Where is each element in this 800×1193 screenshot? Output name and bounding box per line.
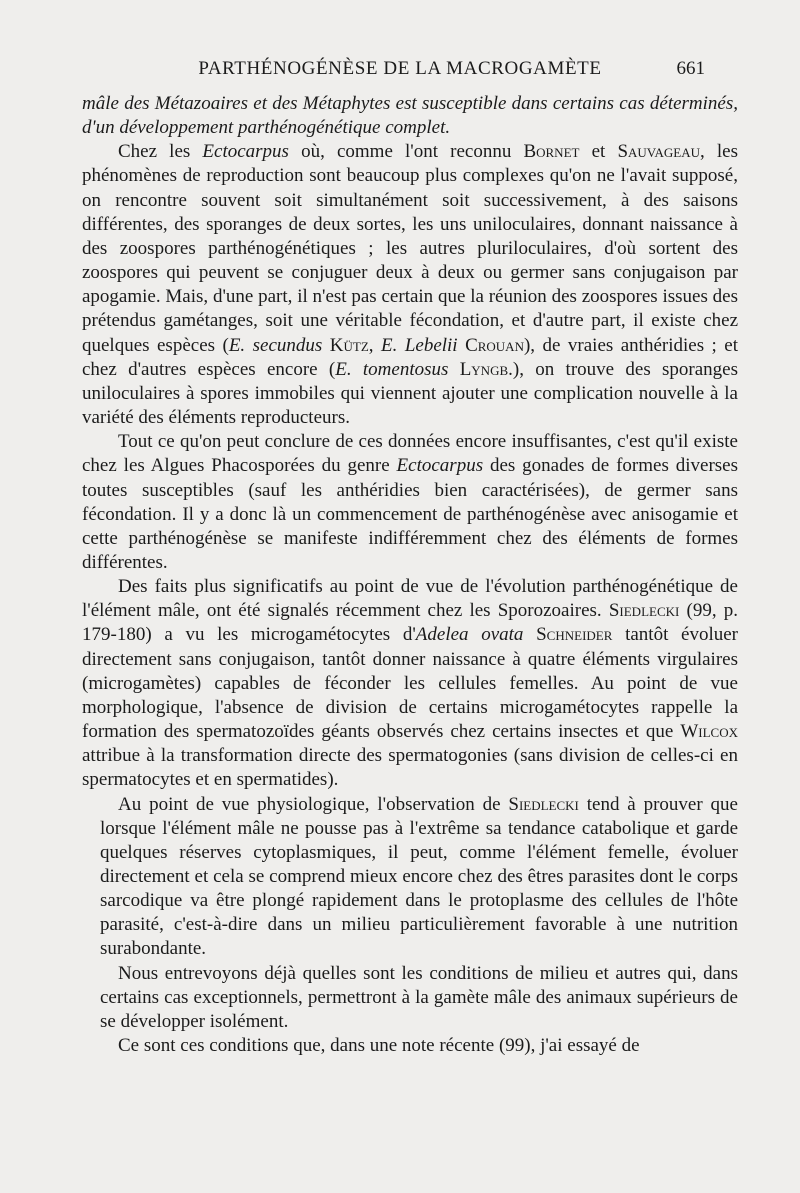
text-run: (99, p. 179-180) a vu les microgamétocytes d' bbox=[82, 600, 738, 646]
author-name: Sauvageau bbox=[617, 141, 700, 163]
text-run: Des faits plus significatifs au point de vue de l'évolution parthénogénétique de l'élément mâle, ont été signalés récemment chez les Sporozoaires. bbox=[82, 576, 738, 622]
genus-name: Ectocarpus bbox=[396, 455, 484, 477]
text-run bbox=[458, 335, 465, 356]
paragraph-physiologique bbox=[82, 793, 738, 962]
species-name: E. secundus bbox=[228, 334, 323, 356]
author-name: Schneider bbox=[536, 624, 613, 646]
species-name: E. tomentosus bbox=[335, 358, 449, 380]
species-name: Adelea ovata bbox=[415, 624, 524, 646]
text-run bbox=[523, 624, 536, 645]
text-run: Tout ce qu'on peut conclure de ces données encore insuffisantes, c'est qu'il existe chez les Algues Phacosporées du genre bbox=[82, 431, 738, 477]
text-run: et bbox=[579, 141, 618, 163]
species-name: E. Lebelii bbox=[381, 334, 458, 356]
text-run: Ce sont ces conditions que, dans une note récente (99), j'ai essayé de bbox=[118, 1035, 640, 1057]
paragraph-continued bbox=[82, 92, 738, 140]
text-run: tantôt évoluer directement sans conjugaison, tantôt donner naissance à quatre éléments virgulaires (microgamètes) capables de féconder les cellules femelles. Au point de vue morphologique, l'absence de division de certains microgamétocytes rappelle la formation des spermatozoïdes géants observés chez certains insectes et que bbox=[82, 624, 738, 743]
author-name: Lyngb. bbox=[459, 358, 513, 380]
text-run: ), on trouve des sporanges uniloculaires à spores immobiles qui viennent ajouter une complication nouvelle à la variété des éléments reproducteurs. bbox=[82, 358, 738, 429]
text-run: ), de vraies anthéridies ; et chez d'autres espèces encore ( bbox=[82, 334, 739, 380]
text-run: , les phénomènes de reproduction sont beaucoup plus complexes qu'on ne l'avait supposé, on rencontre souvent soit simultanément soit successivement, à des saisons différentes, des sporanges de deux sortes, les uns uniloculaires, donnant naissance à des zoospores parthénogénétiques ; les autres pluriloculaires, d'où sortent des zoospores qui peuvent se conjuguer deux à deux ou germer sans conjugaison par apogamie. Mais, d'une part, il n'est pas certain que la réunion des zoospores issues des prétendus gamétanges, soit une véritable fécondation, et d'autre part, il existe chez quelques espèces ( bbox=[82, 141, 738, 356]
text-run: attribue à la transformation directe des spermatogonies (sans division de celles-ci en spermatocytes et en spermatides). bbox=[82, 745, 738, 791]
text-run: Au point de vue physiologique, l'observation de bbox=[118, 793, 509, 815]
paragraph-sporozoaires bbox=[82, 575, 738, 792]
text-run: où, comme l'ont reconnu bbox=[288, 141, 524, 163]
text-run bbox=[322, 335, 329, 356]
author-name: Wilcox bbox=[680, 721, 738, 743]
paragraph-ectocarpus bbox=[82, 140, 738, 430]
author-name: Crouan bbox=[465, 334, 524, 356]
text-run: tend à prouver que lorsque l'élément mâle ne pousse pas à l'extrême sa tendance catabolique et garde quelques réserves cytoplasmiques, il peut, comme l'élément femelle, évoluer directement et cela se comprend mieux encore chez des êtres parasites dont le corps sarcodique va être plongé rapidement dans le protoplasme des cellules de l'hôte parasité, c'est-à-dire dans un milieu particulièrement favorable à une nutrition surabondante. bbox=[100, 793, 738, 960]
author-name: Bornet bbox=[523, 141, 580, 163]
paragraph-note bbox=[82, 1034, 738, 1058]
body-text bbox=[82, 92, 738, 1058]
text-run: Nous entrevoyons déjà quelles sont les conditions de milieu et autres qui, dans certains cas exceptionnels, permettront à la gamète mâle des animaux supérieurs de se développer isolément. bbox=[100, 962, 738, 1032]
paragraph-conditions bbox=[82, 962, 738, 1034]
running-title: PARTHÉNOGÉNÈSE DE LA MACROGAMÈTE bbox=[198, 58, 602, 79]
author-name: Kütz bbox=[329, 334, 369, 356]
text-run: Chez les bbox=[118, 141, 203, 163]
genus-name: Ectocarpus bbox=[202, 141, 289, 163]
text-run: , bbox=[368, 334, 381, 356]
author-name: Siedlecki bbox=[508, 793, 579, 815]
text-run: mâle des Métazoaires et des Métaphytes est susceptible dans certains cas déterminés, d'un développement parthénogénétique complet. bbox=[82, 93, 738, 139]
paragraph-conclusion bbox=[82, 430, 738, 575]
text-run: des gonades de formes diverses toutes susceptibles (sauf les anthéridies bien caractérisées), de germer sans fécondation. Il y a donc là un commencement de parthénogénèse avec anisogamie et cette parthénogénèse se manifeste indifféremment chez des éléments de formes différentes. bbox=[82, 455, 739, 573]
text-run bbox=[448, 359, 459, 380]
page-header bbox=[0, 58, 800, 84]
author-name: Siedlecki bbox=[608, 600, 680, 622]
page-number: 661 bbox=[676, 58, 705, 79]
